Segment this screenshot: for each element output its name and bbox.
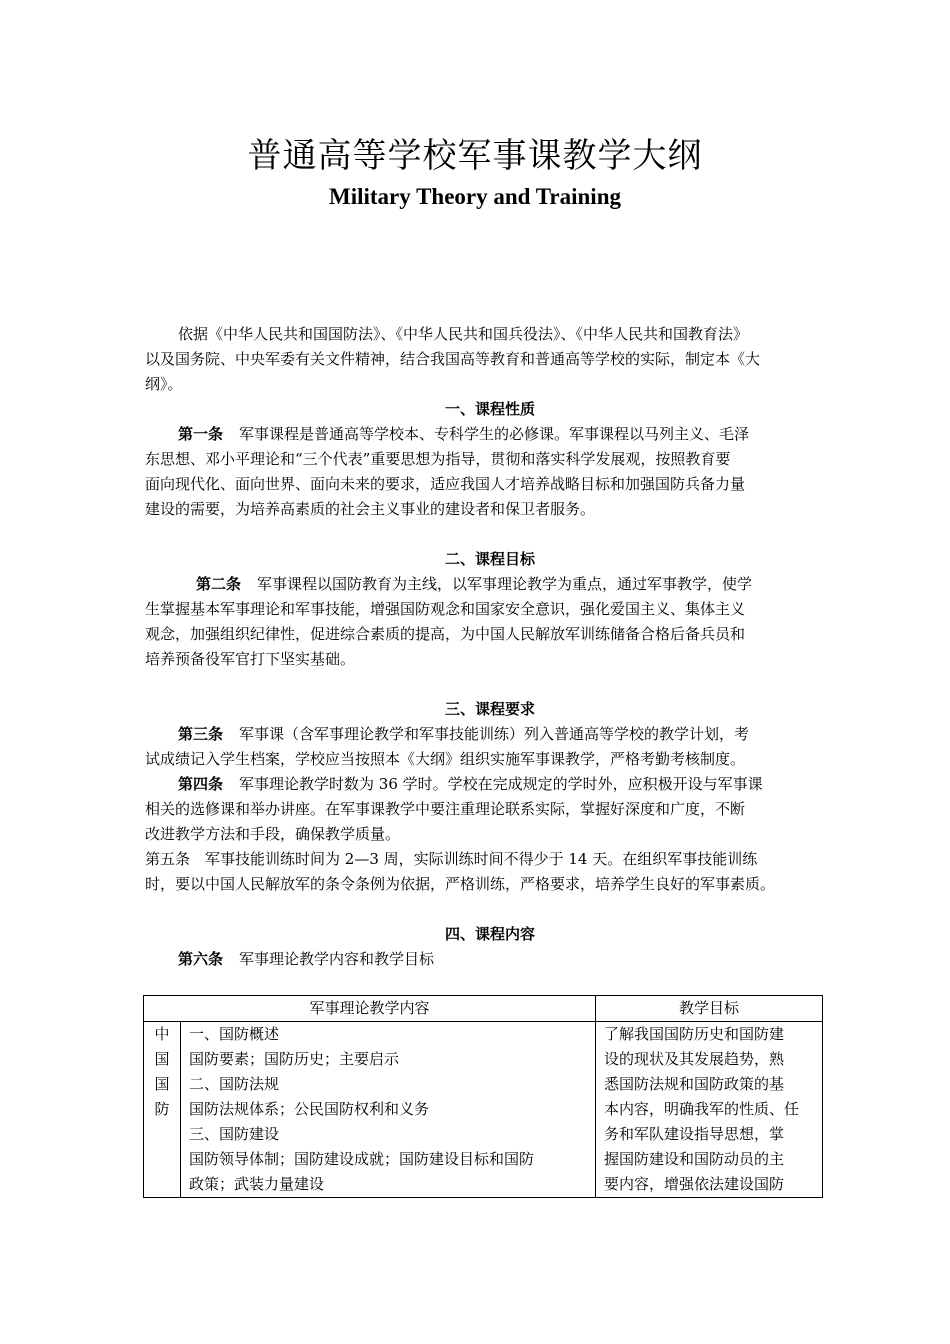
- content-line: 二、国防法规: [189, 1075, 280, 1093]
- section-heading: 三、课程要求: [444, 700, 535, 718]
- content-line: 国防领导体制；国防建设成就；国防建设目标和国防: [189, 1150, 535, 1168]
- table-content-cell: [181, 1022, 596, 1198]
- article-line: 培养预备役军官打下坚实基础。: [145, 650, 356, 668]
- content-table: [143, 995, 823, 1198]
- article-label: 第一条: [178, 425, 224, 443]
- article-line: [178, 722, 868, 747]
- content-line: 三、国防建设: [189, 1125, 280, 1143]
- table-header-row: [144, 996, 823, 1022]
- table-side-label: [144, 1022, 181, 1198]
- article-text: 军事理论教学内容和教学目标: [239, 950, 435, 968]
- section-heading: 二、课程目标: [444, 550, 535, 568]
- side-char: 国: [154, 1075, 170, 1093]
- article-text: 军事理论教学时数为 36 学时。学校在完成规定的学时外，应积极开设与军事课: [239, 775, 763, 793]
- goal-line: 握国防建设和国防动员的主: [604, 1150, 785, 1168]
- article-line: 时，要以中国人民解放军的条令条例为依据，严格训练，严格要求，培养学生良好的军事素质。: [145, 875, 776, 893]
- content-line: 国防要素；国防历史；主要启示: [189, 1050, 400, 1068]
- goal-line: 要内容，增强依法建设国防: [604, 1175, 785, 1193]
- article-line: [196, 572, 886, 597]
- section-heading: 一、课程性质: [444, 400, 535, 418]
- side-char: 国: [154, 1050, 170, 1068]
- article-line: 东思想、邓小平理论和“三个代表”重要思想为指导，贯彻和落实科学发展观，按照教育要: [145, 450, 731, 468]
- table-header-goal: 教学目标: [596, 996, 823, 1022]
- intro-line: 以及国务院、中央军委有关文件精神，结合我国高等教育和普通高等学校的实际，制定本《大: [145, 350, 761, 368]
- side-char: 中: [154, 1025, 170, 1043]
- goal-line: 了解我国国防历史和国防建: [604, 1025, 785, 1043]
- table-header-content: 军事理论教学内容: [144, 996, 596, 1022]
- article-text: 军事课（含军事理论教学和军事技能训练）列入普通高等学校的教学计划，考: [239, 725, 750, 743]
- article-line: [178, 422, 868, 447]
- article-label: 第二条: [196, 575, 242, 593]
- content-line: 一、国防概述: [189, 1025, 280, 1043]
- article-line: 相关的选修课和举办讲座。在军事课教学中要注重理论联系实际，掌握好深度和广度，不断: [145, 800, 746, 818]
- article-line: [178, 947, 868, 972]
- article-line: 生掌握基本军事理论和军事技能，增强国防观念和国家安全意识，强化爱国主义、集体主义: [145, 600, 746, 618]
- intro-line: 纲》。: [145, 375, 183, 393]
- article-text: 军事课程以国防教育为主线，以军事理论教学为重点，通过军事教学，使学: [257, 575, 753, 593]
- goal-line: 设的现状及其发展趋势，熟: [604, 1050, 785, 1068]
- intro-line: 依据《中华人民共和国国防法》、《中华人民共和国兵役法》、《中华人民共和国教育法》: [178, 325, 749, 343]
- document-title: 普通高等学校军事课教学大纲: [247, 136, 703, 176]
- article-line: 面向现代化、面向世界、面向未来的要求，适应我国人才培养战略目标和加强国防兵备力量: [145, 475, 746, 493]
- article-line: 改进教学方法和手段，确保教学质量。: [145, 825, 401, 843]
- table-row: [144, 1022, 823, 1198]
- article-line: 试成绩记入学生档案，学校应当按照本《大纲》组织实施军事课教学，严格考勤考核制度。: [145, 750, 746, 768]
- section-heading: 四、课程内容: [444, 925, 535, 943]
- table-goal-cell: [596, 1022, 823, 1198]
- article-label: 第四条: [178, 775, 224, 793]
- article-label: 第三条: [178, 725, 224, 743]
- content-line: 国防法规体系；公民国防权利和义务: [189, 1100, 430, 1118]
- article-line: 建设的需要，为培养高素质的社会主义事业的建设者和保卫者服务。: [145, 500, 596, 518]
- side-char: 防: [154, 1100, 170, 1118]
- article-line: 第五条 军事技能训练时间为 2—3 周，实际训练时间不得少于 14 天。在组织军事技能训练: [145, 850, 758, 868]
- article-label: 第六条: [178, 950, 224, 968]
- goal-line: 本内容，明确我军的性质、任: [604, 1100, 800, 1118]
- content-line: 政策；武装力量建设: [189, 1175, 325, 1193]
- article-line: 观念，加强组织纪律性，促进综合素质的提高，为中国人民解放军训练储备合格后备兵员和: [145, 625, 746, 643]
- article-text: 军事课程是普通高等学校本、专科学生的必修课。军事课程以马列主义、毛泽: [239, 425, 750, 443]
- document-subtitle: Military Theory and Training: [328, 184, 621, 209]
- goal-line: 务和军队建设指导思想，掌: [604, 1125, 785, 1143]
- article-line: [178, 772, 868, 797]
- goal-line: 悉国防法规和国防政策的基: [604, 1075, 785, 1093]
